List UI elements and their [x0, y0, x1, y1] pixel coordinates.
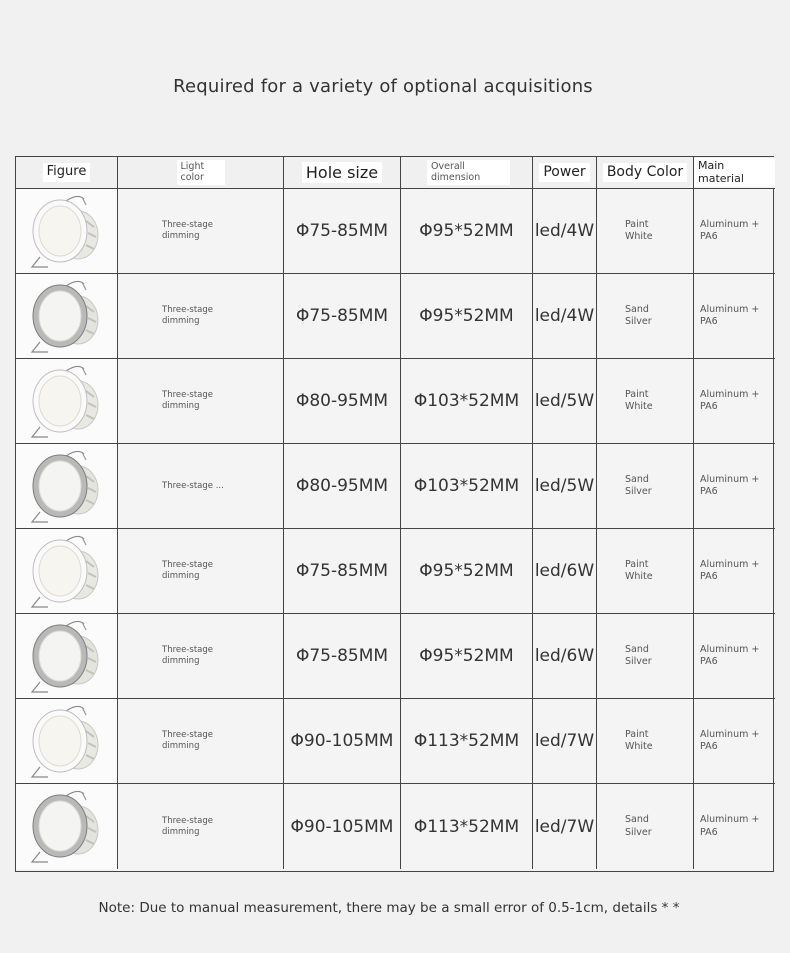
- power-value: led/5W: [534, 476, 595, 496]
- hole-size-value: Φ75-85MM: [295, 221, 389, 241]
- body-color-cell: [597, 529, 694, 614]
- hole-size-value: Φ80-95MM: [295, 391, 389, 411]
- footnote: Note: Due to manual measurement, there may be a small error of 0.5-1cm, details * *: [98, 900, 680, 916]
- material-value: Aluminum + PA6: [700, 643, 760, 667]
- light-color-value: Three-stage ...: [162, 480, 224, 491]
- power-value: led/7W: [534, 731, 595, 751]
- dimension-cell: [401, 784, 533, 869]
- header-light-color-label: Light color: [177, 160, 225, 185]
- material-value: Aluminum + PA6: [700, 473, 760, 497]
- body-color-cell: [597, 274, 694, 359]
- material-cell: [694, 529, 775, 614]
- product-figure: [16, 784, 118, 869]
- material-value: Aluminum + PA6: [700, 558, 760, 582]
- power-value: led/4W: [534, 221, 595, 241]
- body-color-cell: [597, 614, 694, 699]
- dimension-cell: [401, 529, 533, 614]
- power-cell: [533, 359, 597, 444]
- header-body-color-label: Body Color: [603, 163, 687, 182]
- header-overall-dimension: [401, 157, 533, 189]
- material-cell: [694, 444, 775, 529]
- power-cell: [533, 189, 597, 274]
- header-hole-size-label: Hole size: [302, 162, 382, 184]
- hole-size-cell: [284, 444, 401, 529]
- downlight-icon: [26, 786, 102, 866]
- light-color-cell: [118, 359, 284, 444]
- light-color-value: Three-stage dimming: [162, 305, 214, 326]
- hole-size-cell: [284, 189, 401, 274]
- dimension-cell: [401, 189, 533, 274]
- hole-size-cell: [284, 529, 401, 614]
- light-color-value: Three-stage dimming: [162, 815, 214, 837]
- light-color-value: Three-stage dimming: [162, 390, 214, 411]
- power-cell: [533, 529, 597, 614]
- material-cell: [694, 784, 775, 869]
- product-figure: [16, 529, 118, 614]
- light-color-cell: [118, 274, 284, 359]
- product-figure: [16, 274, 118, 359]
- page-title: Required for a variety of optional acquisitions: [173, 76, 593, 97]
- hole-size-value: Φ90-105MM: [290, 731, 394, 751]
- dimension-cell: [401, 444, 533, 529]
- body-color-cell: [597, 444, 694, 529]
- header-figure: [16, 157, 118, 189]
- hole-size-value: Φ90-105MM: [290, 816, 394, 837]
- downlight-icon: [26, 701, 102, 781]
- hole-size-value: Φ75-85MM: [295, 561, 389, 581]
- material-cell: [694, 274, 775, 359]
- dimension-cell: [401, 614, 533, 699]
- material-value: Aluminum + PA6: [700, 728, 760, 752]
- hole-size-cell: [284, 614, 401, 699]
- header-body-color: [597, 157, 694, 189]
- downlight-icon: [26, 616, 102, 696]
- hole-size-value: Φ75-85MM: [295, 306, 389, 326]
- light-color-cell: [118, 614, 284, 699]
- dimension-cell: [401, 359, 533, 444]
- body-color-cell: [597, 189, 694, 274]
- body-color-value: Sand Silver: [625, 303, 652, 327]
- product-figure: [16, 444, 118, 529]
- header-hole-size: [284, 157, 401, 189]
- body-color-value: Sand Silver: [625, 814, 652, 838]
- light-color-cell: [118, 529, 284, 614]
- header-power: [533, 157, 597, 189]
- dimension-value: Φ95*52MM: [419, 646, 514, 666]
- dimension-value: Φ103*52MM: [413, 476, 520, 496]
- header-main-material-label: Main material: [694, 158, 775, 186]
- header-overall-dimension-label: Overall dimension: [427, 160, 510, 185]
- power-value: led/7W: [534, 816, 595, 837]
- material-value: Aluminum + PA6: [700, 814, 760, 838]
- body-color-value: Paint White: [625, 388, 653, 412]
- power-cell: [533, 444, 597, 529]
- body-color-value: Sand Silver: [625, 643, 652, 667]
- hole-size-value: Φ80-95MM: [295, 476, 389, 496]
- power-value: led/4W: [534, 306, 595, 326]
- material-value: Aluminum + PA6: [700, 218, 760, 242]
- dimension-value: Φ113*52MM: [413, 816, 520, 837]
- light-color-cell: [118, 784, 284, 869]
- product-figure: [16, 699, 118, 784]
- hole-size-cell: [284, 784, 401, 869]
- downlight-icon: [26, 276, 102, 356]
- power-cell: [533, 784, 597, 869]
- body-color-cell: [597, 359, 694, 444]
- material-cell: [694, 614, 775, 699]
- material-cell: [694, 189, 775, 274]
- downlight-icon: [26, 531, 102, 611]
- light-color-value: Three-stage dimming: [162, 220, 214, 241]
- body-color-value: Paint White: [625, 218, 653, 242]
- light-color-value: Three-stage dimming: [162, 730, 214, 751]
- dimension-cell: [401, 274, 533, 359]
- body-color-cell: [597, 784, 694, 869]
- body-color-value: Sand Silver: [625, 473, 652, 497]
- product-figure: [16, 614, 118, 699]
- light-color-cell: [118, 189, 284, 274]
- hole-size-cell: [284, 359, 401, 444]
- product-figure: [16, 359, 118, 444]
- body-color-cell: [597, 699, 694, 784]
- header-figure-label: Figure: [43, 163, 91, 181]
- dimension-value: Φ95*52MM: [419, 306, 514, 326]
- power-cell: [533, 274, 597, 359]
- downlight-icon: [26, 446, 102, 526]
- light-color-cell: [118, 699, 284, 784]
- body-color-value: Paint White: [625, 558, 653, 582]
- power-cell: [533, 699, 597, 784]
- light-color-cell: [118, 444, 284, 529]
- power-value: led/5W: [534, 391, 595, 411]
- light-color-value: Three-stage dimming: [162, 560, 214, 581]
- downlight-icon: [26, 361, 102, 441]
- dimension-value: Φ113*52MM: [413, 731, 520, 751]
- downlight-icon: [26, 191, 102, 271]
- dimension-value: Φ95*52MM: [419, 561, 514, 581]
- header-power-label: Power: [539, 163, 589, 182]
- light-color-value: Three-stage dimming: [162, 645, 214, 666]
- hole-size-cell: [284, 699, 401, 784]
- material-value: Aluminum + PA6: [700, 388, 760, 412]
- header-light-color: [118, 157, 284, 189]
- power-cell: [533, 614, 597, 699]
- dimension-value: Φ95*52MM: [419, 221, 514, 241]
- dimension-value: Φ103*52MM: [413, 391, 520, 411]
- spec-table: [15, 156, 774, 872]
- dimension-cell: [401, 699, 533, 784]
- power-value: led/6W: [534, 561, 595, 581]
- power-value: led/6W: [534, 646, 595, 666]
- material-cell: [694, 699, 775, 784]
- body-color-value: Paint White: [625, 728, 653, 752]
- material-value: Aluminum + PA6: [700, 303, 760, 327]
- product-figure: [16, 189, 118, 274]
- hole-size-value: Φ75-85MM: [295, 646, 389, 666]
- hole-size-cell: [284, 274, 401, 359]
- material-cell: [694, 359, 775, 444]
- header-main-material: [694, 157, 775, 189]
